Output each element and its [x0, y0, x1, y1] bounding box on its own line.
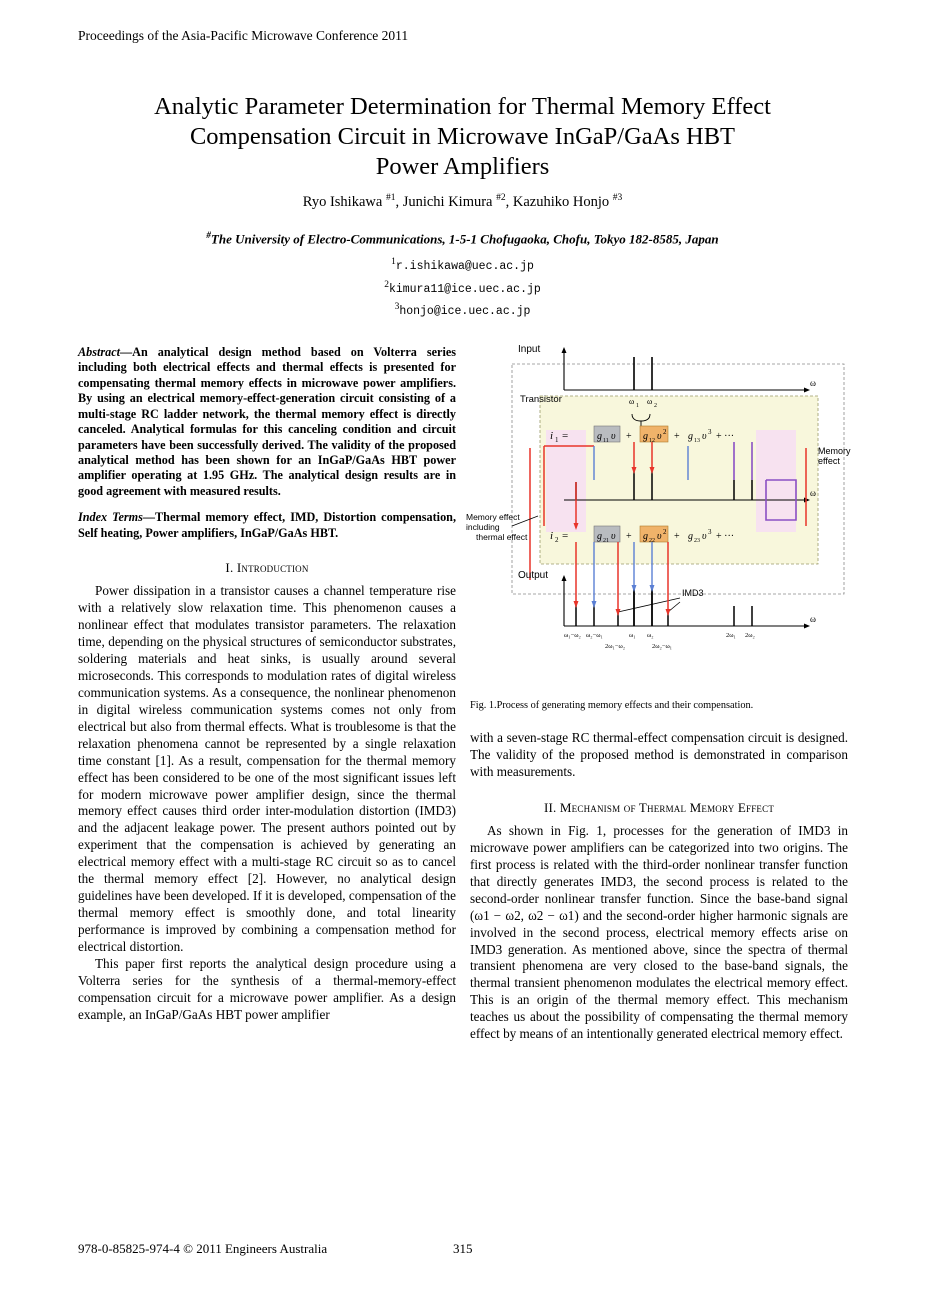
- footer-isbn: 978-0-85825-974-4 © 2011 Engineers Australia: [78, 1241, 328, 1256]
- svg-text:ω₂: ω₂: [647, 632, 654, 639]
- svg-text:+: +: [674, 431, 680, 442]
- author-list: Ryo Ishikawa $^{\#1}$, Junichi Kimura $^{\#2}$, Kazuhiko Honjo $^{\#3}$: [302, 193, 623, 210]
- author-mark-1: #1: [385, 193, 396, 203]
- svg-text:ω₁: ω₁: [629, 632, 636, 639]
- figure-1-caption-text: Process of generating memory effects and their compensation.: [496, 700, 754, 711]
- svg-text:+ ···: + ···: [716, 531, 735, 542]
- svg-text:i: i: [550, 530, 554, 542]
- email-2: $^2$kimura11@ice.uec.ac.jp: [384, 279, 541, 296]
- svg-text:g: g: [688, 431, 693, 442]
- svg-text:ω: ω: [810, 614, 816, 624]
- svg-text:effect: effect: [818, 456, 840, 466]
- affiliation: #The University of Electro-Communications, 1-5-1 Chofugaoka, Chofu, Tokyo 182-8585, Japan: [206, 230, 719, 247]
- svg-text:12: 12: [649, 438, 655, 444]
- page-title: [80, 92, 845, 182]
- svg-text:Memory effect: Memory effect: [466, 512, 520, 522]
- svg-text:ω: ω: [629, 397, 635, 406]
- svg-text:3: 3: [708, 528, 712, 536]
- svg-text:υ: υ: [702, 431, 707, 442]
- svg-text:IMD3: IMD3: [682, 588, 704, 598]
- svg-text:Output: Output: [518, 570, 549, 581]
- svg-text:2: 2: [663, 528, 667, 536]
- svg-text:2: 2: [663, 428, 667, 436]
- author-mark-2: #2: [496, 193, 506, 203]
- svg-text:ω: ω: [810, 488, 816, 498]
- column-right: [470, 730, 848, 1043]
- title-line-2: Compensation Circuit in Microwave InGaP/GaAs HBT: [189, 122, 736, 150]
- title-line-1: Analytic Parameter Determination for Thermal Memory Effect: [154, 93, 771, 120]
- svg-text:2ω₁: 2ω₁: [726, 632, 736, 639]
- svg-text:Transistor: Transistor: [520, 394, 562, 405]
- intro-paragraph-3: with a seven-stage RC thermal-effect compensation circuit is designed. The validity of the proposed method is demonstrated in comparison with measurements.: [470, 730, 848, 779]
- svg-text:+: +: [626, 531, 632, 542]
- svg-text:+: +: [626, 431, 632, 442]
- abstract: [78, 345, 456, 499]
- svg-text:g: g: [597, 431, 602, 442]
- email-mark-2: 2: [384, 279, 389, 290]
- svg-text:+: +: [674, 531, 680, 542]
- email-list: [80, 254, 845, 322]
- svg-text:11: 11: [603, 438, 609, 444]
- email-mark-1: 1: [391, 257, 396, 267]
- svg-text:ω: ω: [810, 378, 816, 388]
- proceedings-header: Proceedings of the Asia-Pacific Microwave Conference 2011: [78, 28, 409, 43]
- svg-text:2ω₂: 2ω₂: [745, 632, 755, 639]
- svg-text:g: g: [643, 431, 648, 442]
- svg-text:2: 2: [555, 536, 559, 544]
- email-1: $^1$r.ishikawa@uec.ac.jp: [391, 257, 534, 273]
- svg-text:Memory: Memory: [818, 446, 851, 456]
- svg-text:22: 22: [649, 538, 655, 544]
- svg-text:ω: ω: [647, 397, 653, 406]
- section-heading-mechanism: II. Mechanism of Thermal Memory Effect: [543, 799, 775, 815]
- figure-1-caption-label: Fig. 1.: [470, 700, 497, 711]
- svg-text:21: 21: [603, 538, 609, 544]
- svg-text:υ: υ: [611, 531, 616, 542]
- intro-paragraph-1: Power dissipation in a transistor causes a channel temperature rise with a relatively slow relaxation time. This phenomenon causes a nonlinear effect that modulates transistor parameters. The relaxation time, depending on the physical structures of semiconductor substrates, soldering materials and heat sinks, is usually around several microseconds. This corresponds to modulation rates of digital wireless communication systems. As a consequence, the nonlinear phenomenon in digital wireless communication systems comes not only from electrical but also from thermal effects. What is troublesome is that the relaxation phenomena cannot be represented by a single relaxation time constant [1]. As a result, compensation for the thermal memory effect has been considered to be one of the most significant issues left for modern microwave power amplifier design, since the thermal memory effect causes third order inter-modulation distortion (IMD3) and the adjacent leakage power. The present authors pointed out by experiment that the compensation is achieved by generating an electrical memory effect with a multi-stage RC circuit so as to cancel the thermal memory effect [2]. However, no analytical design guidelines have been developed. If it is developed, compensation of the thermal memory effect is smoothly done, and total linearity performance is improved by combining a compensation method for electrical distortion.: [78, 583, 456, 955]
- abstract-text: An analytical design method based on Volterra series including both electrical effects and thermal effects is presented for compensating thermal memory effects in microwave power amplifiers. By using an electrical memory-effect-generation circuit consisting of a multi-stage RC ladder network, the thermal memory effect is directly canceled. Analytical formulas for this canceling condition and circuit parameters have been successfully derived. The validity of the proposed analytical method has been shown for an InGaP/GaAs HBT power amplifier operating at 1.95 GHz. The analytical design results are in good agreement with measured results.: [78, 345, 456, 498]
- column-left: [78, 345, 456, 1024]
- svg-text:2ω₂−ω₁: 2ω₂−ω₁: [652, 643, 673, 650]
- svg-text:thermal effect: thermal effect: [476, 532, 528, 542]
- footer-page-number: 315: [453, 1241, 473, 1256]
- svg-text:2: 2: [654, 403, 657, 409]
- svg-text:including: including: [466, 522, 500, 532]
- figure-1: [466, 330, 858, 692]
- index-terms-lead: Index Terms—: [78, 510, 156, 525]
- abstract-lead: Abstract—: [78, 345, 133, 359]
- figure-1-graphic: [466, 330, 858, 690]
- figure-1-caption: [470, 700, 850, 711]
- author-mark-3: #3: [612, 193, 623, 203]
- email-3: $^3$honjo@ice.uec.ac.jp: [394, 302, 531, 319]
- svg-text:3: 3: [708, 428, 712, 436]
- svg-text:g: g: [597, 531, 602, 542]
- svg-text:1: 1: [555, 436, 559, 444]
- svg-text:1: 1: [636, 403, 639, 409]
- svg-text:23: 23: [694, 538, 700, 544]
- svg-text:=: =: [562, 530, 569, 542]
- affiliation-mark: #: [206, 230, 211, 240]
- index-terms: [78, 510, 456, 541]
- index-terms-text: Thermal memory effect, IMD, Distortion compensation, Self heating, Power amplifiers, InGaP/GaAs HBT.: [78, 510, 456, 540]
- svg-text:2ω₁−ω₂: 2ω₁−ω₂: [605, 643, 626, 650]
- page-footer: [78, 1241, 848, 1257]
- mechanism-paragraph-1: As shown in Fig. 1, processes for the generation of IMD3 in microwave power amplifiers can be categorized into two origins. The first process is related with the third-order nonlinear transfer function that directly generates IMD3, the second process is related to the second-order nonlinear transfer function. Since the base-band signal (ω1 − ω2, ω2 − ω1) and the second-order higher harmonic signals are involved in the second process, electrical memory effects arise on IMD3 generation. As mentioned above, since the spectra of thermal transient phenomena are very closed to the base-band signals, the thermal transient phenomenon modulates the electrical memory effect. This is an origin of the thermal memory effect. This mechanism teaches us about the possibility of compensating the thermal memory effect by means of an intentionally generated electrical memory effect.: [470, 822, 848, 1042]
- svg-text:i: i: [550, 430, 554, 442]
- svg-text:13: 13: [694, 438, 700, 444]
- svg-text:ω₁−ω₂: ω₁−ω₂: [564, 632, 581, 639]
- svg-text:=: =: [562, 430, 569, 442]
- svg-text:υ: υ: [657, 431, 662, 442]
- svg-text:g: g: [688, 531, 693, 542]
- email-mark-3: 3: [394, 302, 400, 313]
- svg-text:g: g: [643, 531, 648, 542]
- svg-text:υ: υ: [611, 431, 616, 442]
- svg-text:ω₂−ω₁: ω₂−ω₁: [586, 632, 603, 639]
- title-line-3: Power Amplifiers: [375, 152, 550, 180]
- section-heading-introduction: I. Introduction: [225, 560, 309, 576]
- svg-text:Input: Input: [518, 344, 541, 355]
- svg-text:υ: υ: [657, 531, 662, 542]
- svg-text:+ ···: + ···: [716, 431, 735, 442]
- intro-paragraph-2: This paper first reports the analytical design procedure using a Volterra series for the synthesis of a thermal-memory-effect compensation circuit for a microwave power amplifier. As a design example, an InGaP/GaAs HBT power amplifier: [78, 956, 456, 1022]
- svg-text:υ: υ: [702, 531, 707, 542]
